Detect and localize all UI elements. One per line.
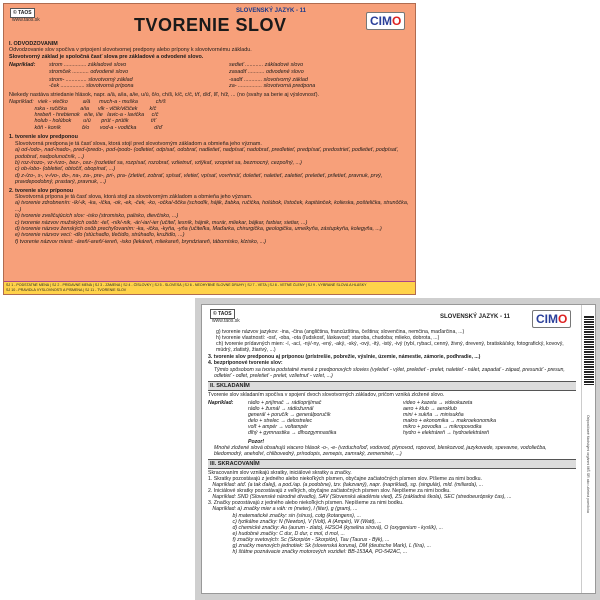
list-item: d) tvorenie názvov ženských osôb prechyľovaním: -ka, -ička, -kyňa, -yňa (učiteľka, Maďarka, chirurgička, geologička, umelkyňa, zástupkyňa, kolegyňa, ...) — [15, 225, 382, 232]
examples-right — [229, 62, 409, 90]
compound-row: dlhý + gymnastika → dlhozgymnastika — [248, 430, 337, 437]
sub2-list — [9, 200, 412, 245]
example-row: za- ................ slovotvorná predpona — [229, 83, 316, 90]
subject-label: SLOVENSKÝ JAZYK - 11 — [236, 8, 307, 14]
section2-intro: Tvorenie slov skladaním spočíva v spojení dvoch slovotvorných základov, pričom vzniká zložené slovo. — [208, 391, 445, 398]
brand-label: CIMO — [536, 312, 568, 326]
example-row: strom ............... základové slovo — [49, 62, 127, 69]
section3-intro: Skracovaním slov vznikajú skratky, iniciálové skratky a značky. — [208, 469, 352, 476]
list-item: c) fyzikálne značky: N (Newton), V (Volt), A (Ampér), W (Watt), ... — [208, 518, 382, 525]
alternation-table — [9, 99, 412, 131]
compound-row: video + kazeta → videokazeta — [403, 399, 473, 406]
list-item: h) tvorenie vlastností: -osť, -oba, -ota (ľudskosť, láskavosť; staroba, chudoba; mlieko, dobrota, ...) — [216, 335, 440, 342]
list-item: a) od-/odo-, nad-/nado-, pred-/predo-, pod-/podo- (odletieť, odpísať, odobrať, nadletieť, nadpísať, nadobrať, predletieť, predpísať, predostrieť, podletieť, podpísať, podobrať, nadpolunočník, ...) — [15, 147, 399, 160]
compound-row: mikro + povodka → mikropovodka — [403, 424, 482, 431]
example-row: stromček ........... odvodené slovo — [49, 68, 129, 75]
front-content — [9, 41, 412, 245]
compound-examples — [208, 400, 576, 437]
compound-row: hydro + elektráreň → hydroelektráreň — [403, 430, 490, 437]
cont-list — [208, 329, 576, 353]
sub1-list — [9, 147, 412, 185]
intro-text-2: Slovotvorný základ je spoločná časť slova pre základové a odvodené slovo. — [9, 53, 204, 60]
examples-left — [49, 62, 229, 90]
taos-logo: © TAOS — [210, 309, 235, 319]
section1-title: I. ODVODZOVANIM — [9, 41, 58, 47]
list-item: e) tvorenie názvov vecí: -dlo (stúchadlo, tlečidlo, strúhadlo, kružidlo, ...) — [15, 232, 185, 239]
website-label: www.taos.sk — [212, 318, 240, 324]
section2-title: II. SKLADANÍM — [208, 381, 576, 391]
side-note: Odporúčané školskými orgánmi MŠ SR ako učebná pomôcka — [586, 415, 590, 513]
cimo-logo — [366, 12, 405, 30]
footer-row: SJ 1 - PODSTATNÉ MENÁ | SJ 2 - PRÍDAVNÉ MENÁ | SJ 3 - ZÁMENÁ | SJ 4 - ČÍSLOVKY | SJ 5 - SLOVESÁ | SJ 6 - NEOHYBNÉ SLOVNÉ DRUHY | SJ 7 - VETA | SJ 8 - VETNÉ ČLENY | SJ 9 - VYBRANÉ SLOVÁ A HLÁSKY — [6, 283, 367, 287]
front-card — [3, 3, 416, 295]
subject-label: SLOVENSKÝ JAZYK - 11 — [440, 314, 511, 320]
alt-row: Napríklad: viek - viečko a/ä much-a - muška ch/š — [9, 99, 166, 106]
list-item: d) z-/zo-, s-, v-/vo-, do-, na-, za-, pre-, pri-, pra- (zletieť, zobrať, spísať, vletieť, vpísať, vovrhnúť, doletieť, naletieť, zaletieť, preletieť, priletieť, pravnuk, prvý, pravdepodobný, prastarý, pravnuk, ...) — [15, 172, 383, 186]
compound-row: rádio + prijímač → rádioprijímač — [248, 399, 322, 406]
taos-logo: © TAOS — [10, 8, 35, 18]
list-item: Napríklad: SND (Slovenské národné divadlo), SAV (Slovenská akadémia vied), ZŠ (základná škola), SEČ (stredoeurópsky čas), ... — [208, 494, 512, 501]
back-content — [208, 329, 576, 555]
item3: 3. tvorenie slov predponou aj príponou (prístrešie, pobrežie, výslnie, územie, námestie, zámorie, podhradie, ...) — [208, 354, 481, 361]
page-title: TVORENIE SLOV — [134, 15, 287, 35]
compound-row: aero + klub → aeroklub — [403, 406, 457, 413]
example-row: -ček ................ slovotvorná prípona — [49, 83, 134, 90]
list-item: 2. Iniciálové skratky pozostávajú z veľkých, obyčajne začiatočných písmen slov. Nepíšeme za nimi bodku. — [208, 488, 451, 495]
alt-row: kôň - koník ô/o vod-a - vodička d/ď — [9, 124, 163, 131]
list-item: b) matematické značky: sin (sínus), cotg (kotangens), ... — [208, 512, 362, 519]
sub2-intro: Slovotvorná prípona je tá časť slova, ktorá stojí za slovotvorným základom a obmieňa jeho význam. — [15, 193, 253, 200]
example-label: Napríklad: — [9, 62, 36, 69]
compound-row: mini + sukňa → minisukňa — [403, 412, 464, 419]
list-item: ch) tvorenie prídavných mien: -í, -ací, -ný/-ny, -ený, -aký, -ský, -ový, -itý, -istý, -ivý (rybí, rybací, cenný, živný, drevený, bratiská/sky, fotografický, kovový, múdrý, zlatistý, žiarivý, ...) — [216, 341, 564, 354]
back-card — [201, 304, 596, 594]
item4-title: 4. bezpríponové tvorenie slov: — [208, 360, 283, 367]
footer-row: SJ 10 - PRAVIDLÁ VÝSLOVNOSTI A PÍSMENA | SJ 11 - TVORENIE SLOV — [6, 288, 127, 292]
sub2-title: 2. tvorenie slov príponou — [9, 187, 74, 194]
alt-row: ruka - ručička a/ia vlk - vĺčik/vĺčiček k/č — [9, 105, 157, 112]
compound-right — [403, 400, 573, 437]
list-item: d) chemické značky: Au (aurum - zlato), H2SO4 (kyselina sírová), O (oxygenium - kyslík), ... — [208, 524, 444, 531]
compound-left — [248, 400, 403, 437]
brand-label: CIMO — [370, 14, 402, 28]
examples-block — [9, 62, 412, 90]
list-item: g) tvorenie názvov jazykov: -ina, -čina (angličtina, francúzština, čeština; slovenčina, nemčina, maďarčina, ...) — [216, 329, 465, 335]
section3-title: III. SKRACOVANÍM — [208, 459, 576, 469]
list-item: b) roz-/rozo-, vz-/vzo-, bez-, cez- (rozletieť sa, rozpísať, rozobrať, vzlietnuť, vzlýkať, vzopriet sa, bezmocný, cezpoľný, ...) — [15, 159, 302, 166]
alternation-text: Niekedy nastáva striedanie hlások, napr. a/ä, a/ia, a/ie, u/ú, ô/o, ch/š, k/č, c/č, t/ť, d/ď, l/ľ, h/ž, ... (no (svahy sa berie aj výslovnosť). — [9, 91, 320, 98]
list-item: c) ob-/obo- (obletieť, obtočiť, obopínať, ...) — [15, 166, 116, 173]
list-item: c) tvorenie názvov mužských osôb: -teľ, -ník/-nik, -ár/-iar/-ier (učiteľ, lesník, hájnik, murár, mliekar, bájkar, farbiar, sietiar, ...) — [15, 219, 308, 226]
pozor-text: Mnohé zložené slová obsahujú viacero hlások -o-, -e- (vzduchoľoď, vodovod, plynovod, ropovod, bleskozvod, jazykovede, spevavne, vodoliečba, bledomodrý, anehdiví, chlibovedný, prírodopis, zemepis, zamraký, zememinér, ...) — [214, 444, 547, 457]
side-band — [581, 305, 595, 593]
barcode — [584, 315, 594, 385]
example-label: Napríklad: — [208, 399, 234, 406]
list-item: h) štátne poznávacie značky motorových vozidiel: BB-153AA, PO-542AC, ... — [208, 549, 408, 556]
alt-row: hrebeň - hrebienok e/ie, i/ie lavic-a - lavička c/č — [9, 112, 159, 119]
compound-row: generál + poručík → generálporučík — [248, 412, 331, 419]
list-item: f) značky svetových: Sc (Škorpión - Škorpión), Tau (Taurus - Býk), ... — [208, 536, 390, 543]
list-item: Napríklad: a) značky mier a váh: m (meter), l (liter), g (gram), ... — [208, 506, 358, 513]
list-item: Napríklad: atď. (a tak ďalej), a pod./ap. (a podobne), tzv. (takzvaný), napr. (napríklad), sg. (singulár), mld. (miliarda), ... — [208, 482, 484, 489]
sub1-title: 1. tvorenie slov predponou — [9, 134, 78, 141]
list-item: f) tvorenie názvov miest: -áreň/-areň/-iereň, -isko (lekáreň, mliekareň, bryndziareň, tábornisko, klzisko, ...) — [15, 238, 267, 245]
intro-text-1: Odvodzovanie slov spočíva v pripojení slovotvornej predpony alebo prípony k slovotvornému základu. — [9, 47, 252, 54]
example-row: -sadiť ............ slovotvorný základ — [229, 77, 308, 84]
example-row: sedieť ............ základové slovo — [229, 62, 304, 69]
compound-row: makro + ekonomika → makroekonomika — [403, 418, 496, 425]
list-item: e) hudobné značky: C dur, D dur, c mol, d mol, ... — [208, 530, 345, 537]
list-item: 1. Skratky pozostávajú z jedného alebo niekoľkých písmen, obyčajne začiatočných písmen slov. Píšeme za nimi bodku. — [208, 475, 482, 482]
compound-row: rádio + žurnál → rádiožurnál — [248, 406, 314, 413]
sub1-intro: Slovotvorná predpona je tá časť slova, ktorá stojí pred slovotvorným základom a obmieňa jeho význam. — [15, 140, 262, 147]
alt-row: holub - holúbok u/ú prút - prútik t/ť — [9, 118, 156, 125]
example-row: zasadiť ........... odvodené slovo — [229, 68, 304, 75]
compound-row: delo + strelec → delostrelec — [248, 418, 313, 425]
pozor-title: Pozor! — [248, 438, 265, 445]
item4-text: Týmto spôsobom sa tvoria podstatné mená z predponových slovies (vyletieť - výlet, preletieť - prelet, naletieť - nálet, zapadať - západ, presunúť - presun, odletieť - odlet, preletieť - prelet, vzlietnuť - vzlet, ...) — [214, 366, 565, 379]
example-row: strom- .............. slovotvorný základ — [49, 77, 133, 84]
list-item: b) tvorenie zveličujúcich slov: -isko (stromisko, palisko, dievčisko, ...) — [15, 213, 179, 220]
list-item: 3. Značky pozostávajú z jedného alebo niekoľkých písmen. Nepíšeme za nimi bodku. — [208, 500, 404, 507]
list-item: a) tvorenie zdrobnenín: -ík/-ik, -ka, -íčka, -ok, -ek, -ček, -ko, -očka/-ôčka (schodík, hájik, žabka, ručička, holúbok, lístoček, kapitánček, kolieska, poštelička, strunôčka, ...) — [15, 200, 409, 213]
website-label: www.taos.sk — [12, 17, 40, 23]
compound-row: voľt + ampér → voltampér — [248, 424, 308, 431]
abbrev-list — [208, 476, 576, 555]
cimo-logo — [532, 310, 571, 328]
footer-bar — [4, 281, 415, 295]
list-item: g) značky menových jednotiek: Sk (slovenská koruna), DM (deutsche Mark), L (líra), ... — [208, 543, 432, 549]
